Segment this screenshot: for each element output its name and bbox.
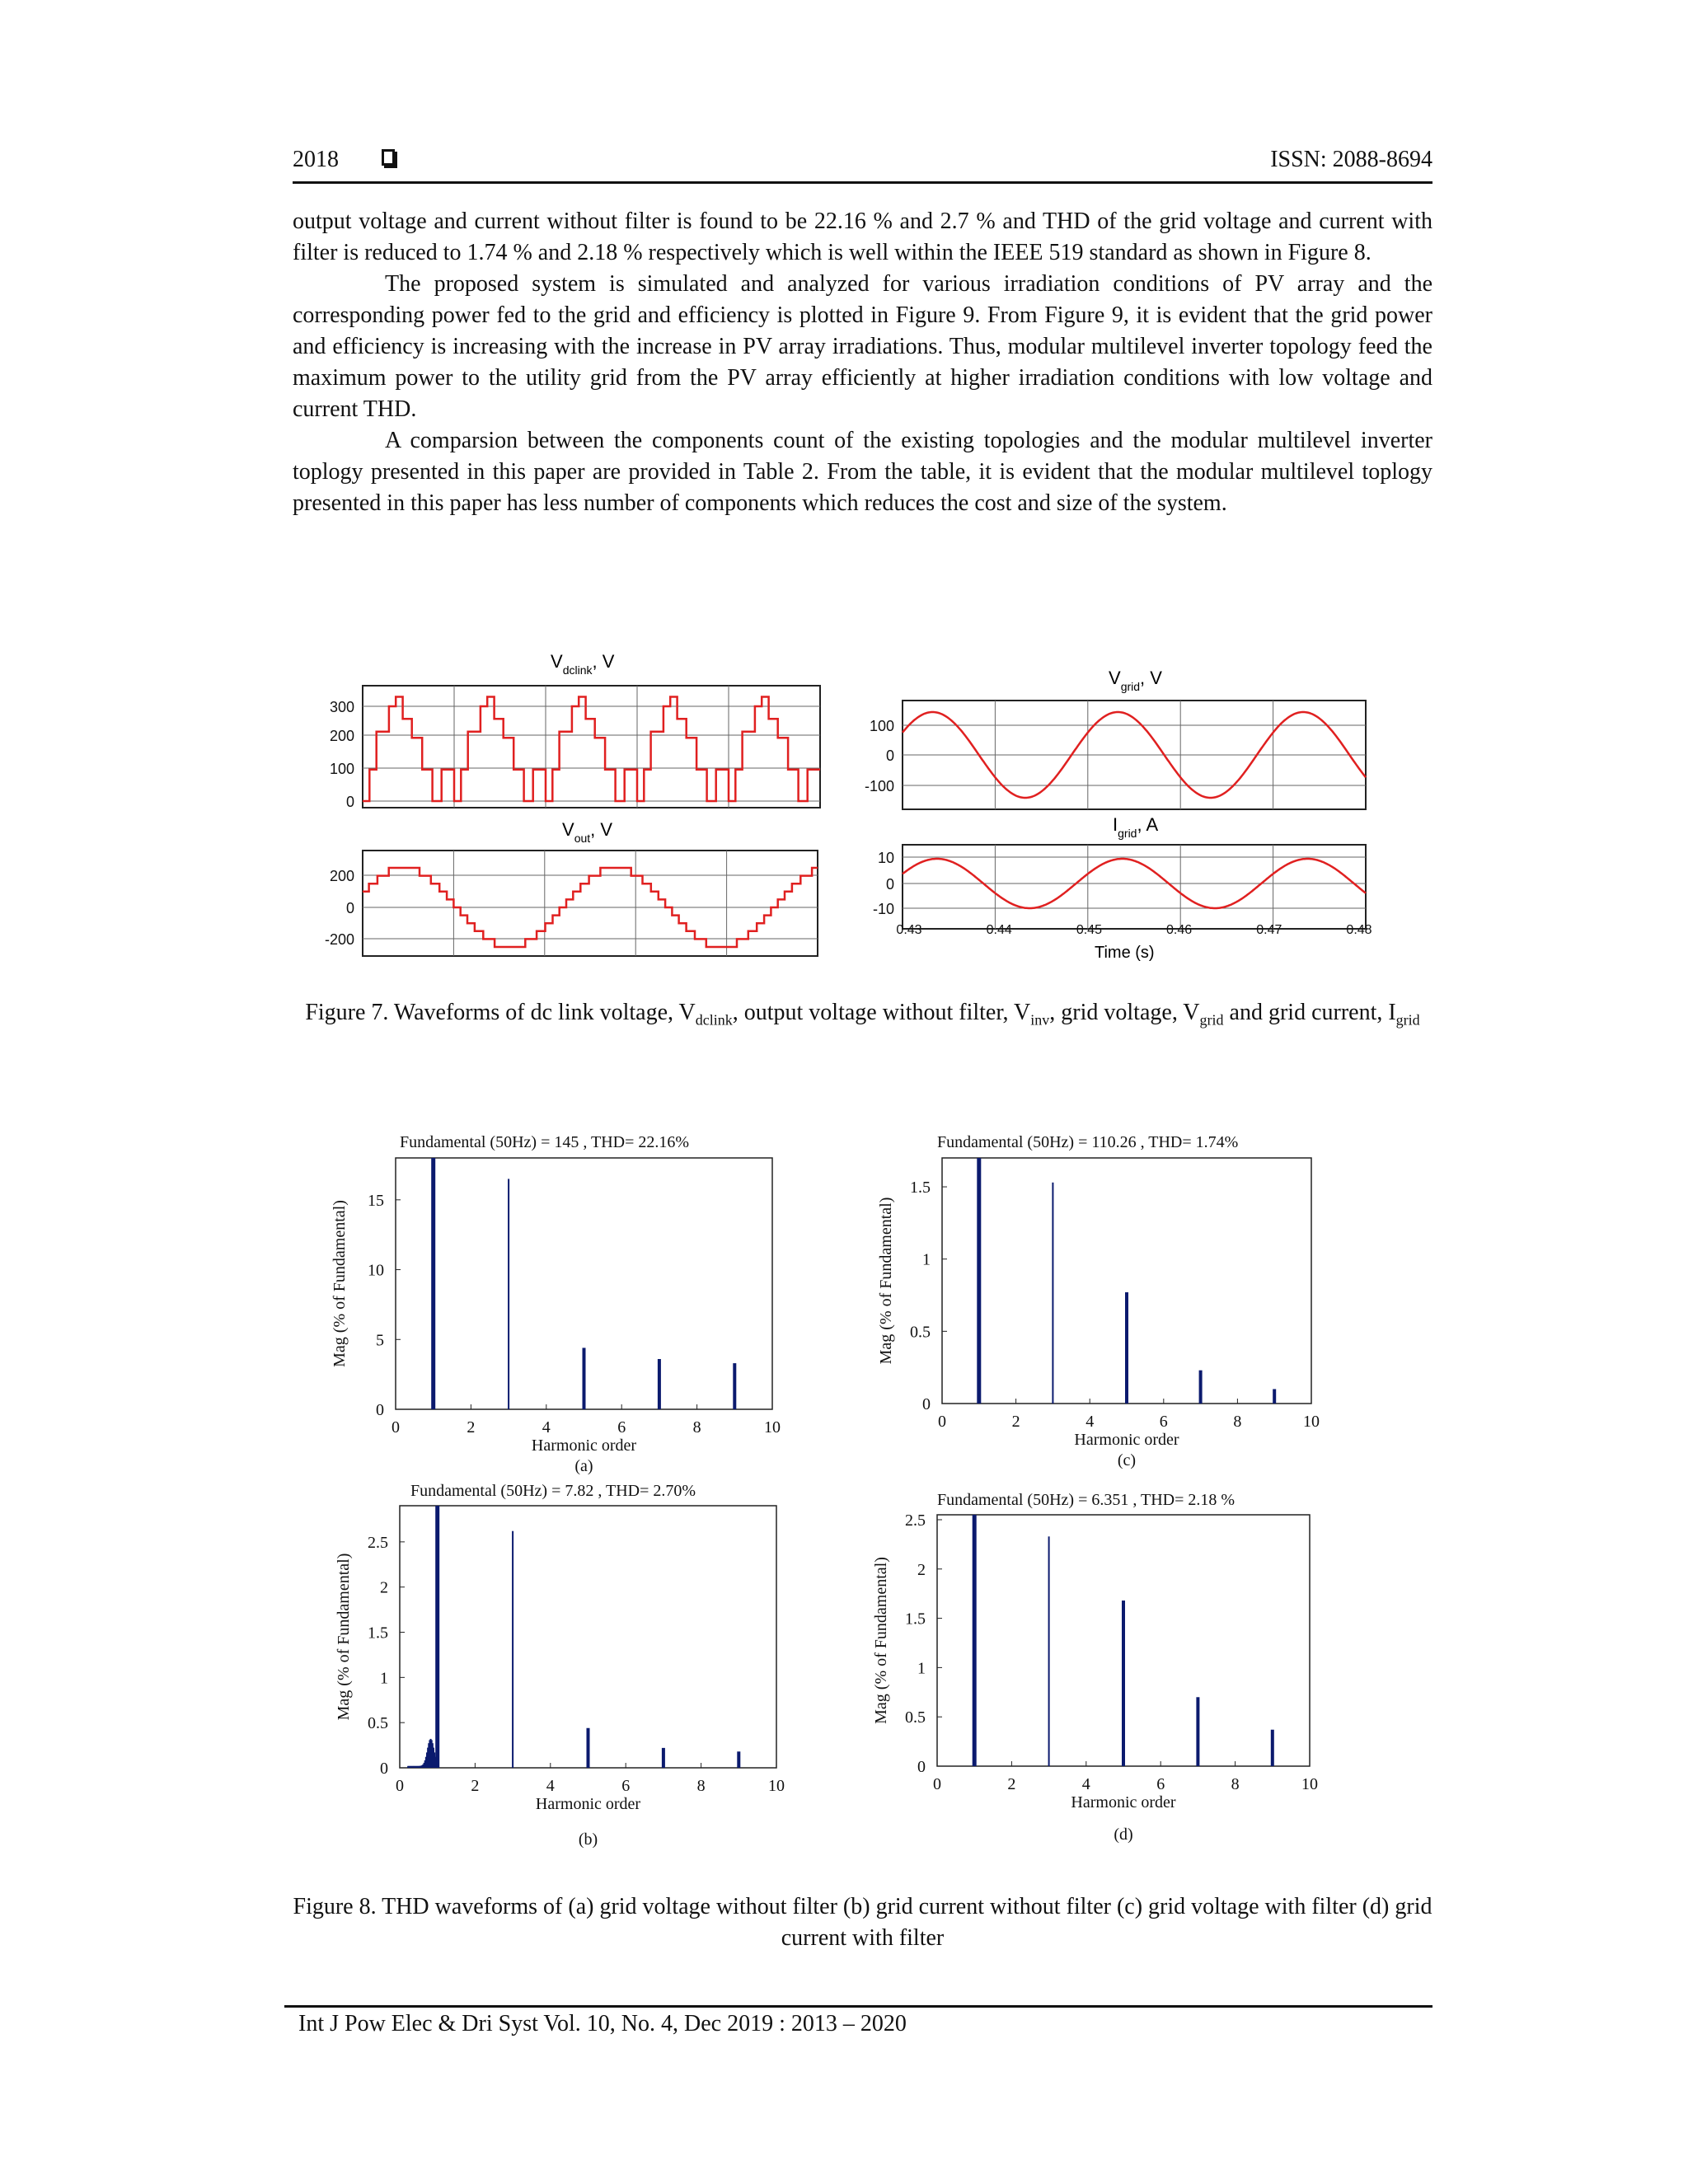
thd-c-xtick-label: 4	[1085, 1413, 1095, 1431]
thd-c-ytick-label: 0	[922, 1395, 931, 1413]
time-tick-label: 0.46	[1166, 923, 1193, 937]
thd-d-ytick-label: 1.5	[905, 1610, 926, 1629]
thd-b-bar	[587, 1728, 590, 1768]
thd-a-bar	[733, 1363, 736, 1409]
thd-d-bar	[1196, 1697, 1199, 1766]
thd-b-ytick-label: 0.5	[368, 1714, 388, 1733]
thd-chart-d	[872, 1491, 1318, 1844]
vdclink-ytick-label: 0	[345, 794, 354, 810]
thd-a-ytick-label: 15	[368, 1191, 384, 1210]
figure-8-caption: Figure 8. THD waveforms of (a) grid voltage without filter (b) grid current without filter (c) grid voltage with filter (d) grid current with filter	[293, 1894, 1432, 1951]
figure-7-waveforms	[321, 643, 1385, 964]
thd-b-bar	[512, 1531, 513, 1768]
thd-b-bar	[435, 1506, 439, 1768]
thd-b-xtick-label: 6	[621, 1777, 631, 1795]
thd-a-xtick-label: 8	[692, 1418, 701, 1436]
thd-d-bar	[1271, 1730, 1274, 1766]
thd-a-xlabel: Harmonic order	[531, 1436, 637, 1455]
body-text	[293, 206, 1432, 519]
vdclink-plot	[330, 686, 820, 810]
thd-c-xtick-label: 0	[938, 1413, 946, 1431]
thd-c-ylabel: Mag (% of Fundamental)	[877, 1197, 895, 1365]
thd-d-bar	[973, 1515, 977, 1766]
time-tick-label: 0.43	[896, 923, 922, 937]
time-tick-label: 0.44	[986, 923, 1012, 937]
thd-d-xtick-label: 8	[1231, 1775, 1240, 1793]
vgrid-plot	[865, 701, 1366, 809]
footer-rule	[284, 2005, 1432, 2008]
vdclink-ytick-label: 300	[329, 699, 354, 715]
thd-b-interharmonic-bar	[434, 1757, 436, 1768]
footer-citation: Int J Pow Elec & Dri Syst Vol. 10, No. 4, Dec 2019 : 2013 – 2020	[298, 2011, 907, 2036]
vdclink-waveform	[363, 697, 820, 802]
thd-chart-c	[877, 1133, 1320, 1469]
vgrid-ytick-label: -100	[864, 778, 894, 794]
thd-c-xtick-label: 2	[1011, 1413, 1020, 1431]
thd-b-ytick-label: 0	[380, 1760, 388, 1778]
thd-d-bar	[1048, 1536, 1050, 1766]
square-bullet-icon	[382, 149, 395, 166]
thd-c-bar	[1273, 1389, 1276, 1404]
thd-b-panel-label: (b)	[578, 1830, 598, 1849]
thd-c-panel-label: (c)	[1117, 1451, 1137, 1469]
figure-7-caption: Figure 7. Waveforms of dc link voltage, $V_{dclink}$, output voltage without filter, $V_{inv}$, grid voltage, $V_{grid}$ and grid current, $I_{grid}$	[305, 1000, 1420, 1029]
thd-a-bar	[431, 1158, 435, 1409]
thd-a-xtick-label: 4	[542, 1418, 551, 1436]
vdclink-ytick-label: 100	[329, 761, 354, 777]
thd-c-bar	[1199, 1371, 1203, 1404]
thd-d-xtick-label: 6	[1156, 1775, 1165, 1793]
thd-b-ytick-label: 2.5	[368, 1533, 388, 1552]
figure-8-thd-charts	[313, 1121, 1385, 1854]
thd-a-ylabel: Mag (% of Fundamental)	[331, 1200, 349, 1367]
thd-a-ytick-label: 10	[368, 1261, 384, 1280]
thd-c-ytick-label: 0.5	[910, 1323, 931, 1342]
thd-a-title: Fundamental (50Hz) = 145 , THD= 22.16%	[400, 1133, 690, 1151]
vout-plot	[325, 851, 818, 956]
thd-b-ytick-label: 1	[380, 1669, 388, 1688]
igrid-title: $I_{grid}$, A	[1113, 814, 1159, 840]
thd-c-ytick-label: 1.5	[910, 1179, 931, 1197]
thd-b-xtick-label: 8	[696, 1777, 706, 1795]
thd-c-bar	[1052, 1183, 1053, 1404]
thd-b-xtick-label: 0	[396, 1777, 404, 1795]
vout-ytick-label: -200	[324, 931, 354, 948]
time-tick-label: 0.47	[1256, 923, 1282, 937]
thd-d-xtick-label: 0	[933, 1775, 941, 1793]
thd-a-xtick-label: 6	[617, 1418, 626, 1436]
thd-d-ytick-label: 1	[917, 1659, 926, 1678]
thd-a-xtick-label: 10	[764, 1418, 781, 1436]
vgrid-title: $V_{grid}$, V	[1109, 668, 1162, 693]
page-year: 2018	[293, 147, 339, 172]
header-rule	[293, 181, 1432, 184]
thd-d-ytick-label: 2.5	[905, 1511, 926, 1530]
thd-a-panel-label: (a)	[574, 1457, 593, 1475]
time-axis-label: Time (s)	[1095, 944, 1155, 962]
vdclink-ytick-label: 200	[329, 728, 354, 744]
figure-7	[321, 643, 1385, 964]
thd-d-ytick-label: 2	[917, 1560, 926, 1579]
vdclink-frame	[363, 686, 820, 808]
thd-d-xtick-label: 10	[1301, 1775, 1318, 1793]
journal-issn: ISSN: 2088-8694	[1270, 147, 1432, 172]
thd-chart-b	[335, 1482, 785, 1849]
paragraph-3: A comparsion between the components count of the existing topologies and the modular multilevel inverter toplogy presented in this paper are provided in Table 2. From the table, it is evident that the modular multilevel toplogy presented in this paper has less number of components which reduces the cost and size of the system.	[293, 428, 1432, 516]
thd-a-bar	[583, 1347, 586, 1409]
thd-c-xtick-label: 6	[1159, 1413, 1168, 1431]
thd-b-ylabel: Mag (% of Fundamental)	[335, 1553, 353, 1721]
igrid-ytick-label: 10	[877, 850, 894, 866]
vdclink-title: $V_{dclink}$, V	[551, 651, 615, 677]
thd-chart-a	[331, 1133, 781, 1475]
thd-c-xtick-label: 10	[1303, 1413, 1320, 1431]
thd-b-bar	[662, 1748, 665, 1768]
vout-frame	[363, 851, 818, 956]
thd-b-ytick-label: 1.5	[368, 1624, 388, 1643]
thd-a-bar	[508, 1179, 509, 1409]
thd-a-ytick-label: 0	[376, 1401, 384, 1419]
thd-a-ytick-label: 5	[376, 1331, 384, 1350]
thd-c-ytick-label: 1	[922, 1250, 931, 1269]
thd-b-xtick-label: 10	[768, 1777, 785, 1795]
thd-d-xtick-label: 2	[1007, 1775, 1016, 1793]
igrid-ytick-label: 0	[885, 876, 894, 893]
thd-d-xtick-label: 4	[1081, 1775, 1090, 1793]
igrid-ytick-label: -10	[872, 901, 894, 917]
thd-c-title: Fundamental (50Hz) = 110.26 , THD= 1.74%	[937, 1133, 1239, 1151]
paragraph-1: output voltage and current without filter is found to be 22.16 % and 2.7 % and THD of the grid voltage and current with filter is reduced to 1.74 % and 2.18 % respectively which is well within the IEEE 519 standard as shown in Figure 8.	[293, 209, 1432, 265]
thd-b-xtick-label: 2	[471, 1777, 480, 1795]
thd-a-xtick-label: 2	[467, 1418, 476, 1436]
thd-a-xtick-label: 0	[392, 1418, 400, 1436]
thd-d-title: Fundamental (50Hz) = 6.351 , THD= 2.18 %	[937, 1491, 1236, 1509]
igrid-plot	[873, 845, 1372, 937]
thd-d-bar	[1122, 1601, 1125, 1766]
vgrid-ytick-label: 100	[869, 718, 894, 734]
thd-d-xlabel: Harmonic order	[1071, 1793, 1176, 1811]
time-tick-label: 0.45	[1076, 923, 1102, 937]
vgrid-ytick-label: 0	[885, 748, 894, 764]
thd-c-xtick-label: 8	[1233, 1413, 1242, 1431]
thd-b-bar	[737, 1751, 740, 1768]
vout-ytick-label: 200	[329, 868, 354, 884]
thd-a-bar	[658, 1359, 661, 1409]
paragraph-2: The proposed system is simulated and analyzed for various irradiation conditions of PV array and the corresponding power fed to the grid and efficiency is plotted in Figure 9. From Figure 9, it is evident that the grid power and efficiency is increasing with the increase in PV array irradiations. Thus, modular multilevel inverter topology feed the maximum power to the utility grid from the PV array efficiently at higher irradiation conditions with low voltage and current THD.	[293, 271, 1432, 422]
thd-c-xlabel: Harmonic order	[1074, 1431, 1179, 1449]
thd-b-ytick-label: 2	[380, 1578, 388, 1597]
vout-title: $V_{out}$, V	[562, 819, 613, 845]
thd-c-bar	[1125, 1292, 1128, 1404]
thd-c-bar	[977, 1158, 981, 1404]
figure-8	[313, 1121, 1385, 1854]
thd-d-ytick-label: 0.5	[905, 1708, 926, 1727]
thd-b-xlabel: Harmonic order	[535, 1795, 641, 1813]
time-tick-label: 0.48	[1346, 923, 1372, 937]
thd-d-ylabel: Mag (% of Fundamental)	[872, 1557, 890, 1724]
thd-b-title: Fundamental (50Hz) = 7.82 , THD= 2.70%	[410, 1482, 696, 1500]
vout-ytick-label: 0	[345, 900, 354, 916]
thd-d-ytick-label: 0	[917, 1758, 926, 1776]
thd-d-panel-label: (d)	[1114, 1825, 1133, 1844]
thd-b-xtick-label: 4	[546, 1777, 555, 1795]
